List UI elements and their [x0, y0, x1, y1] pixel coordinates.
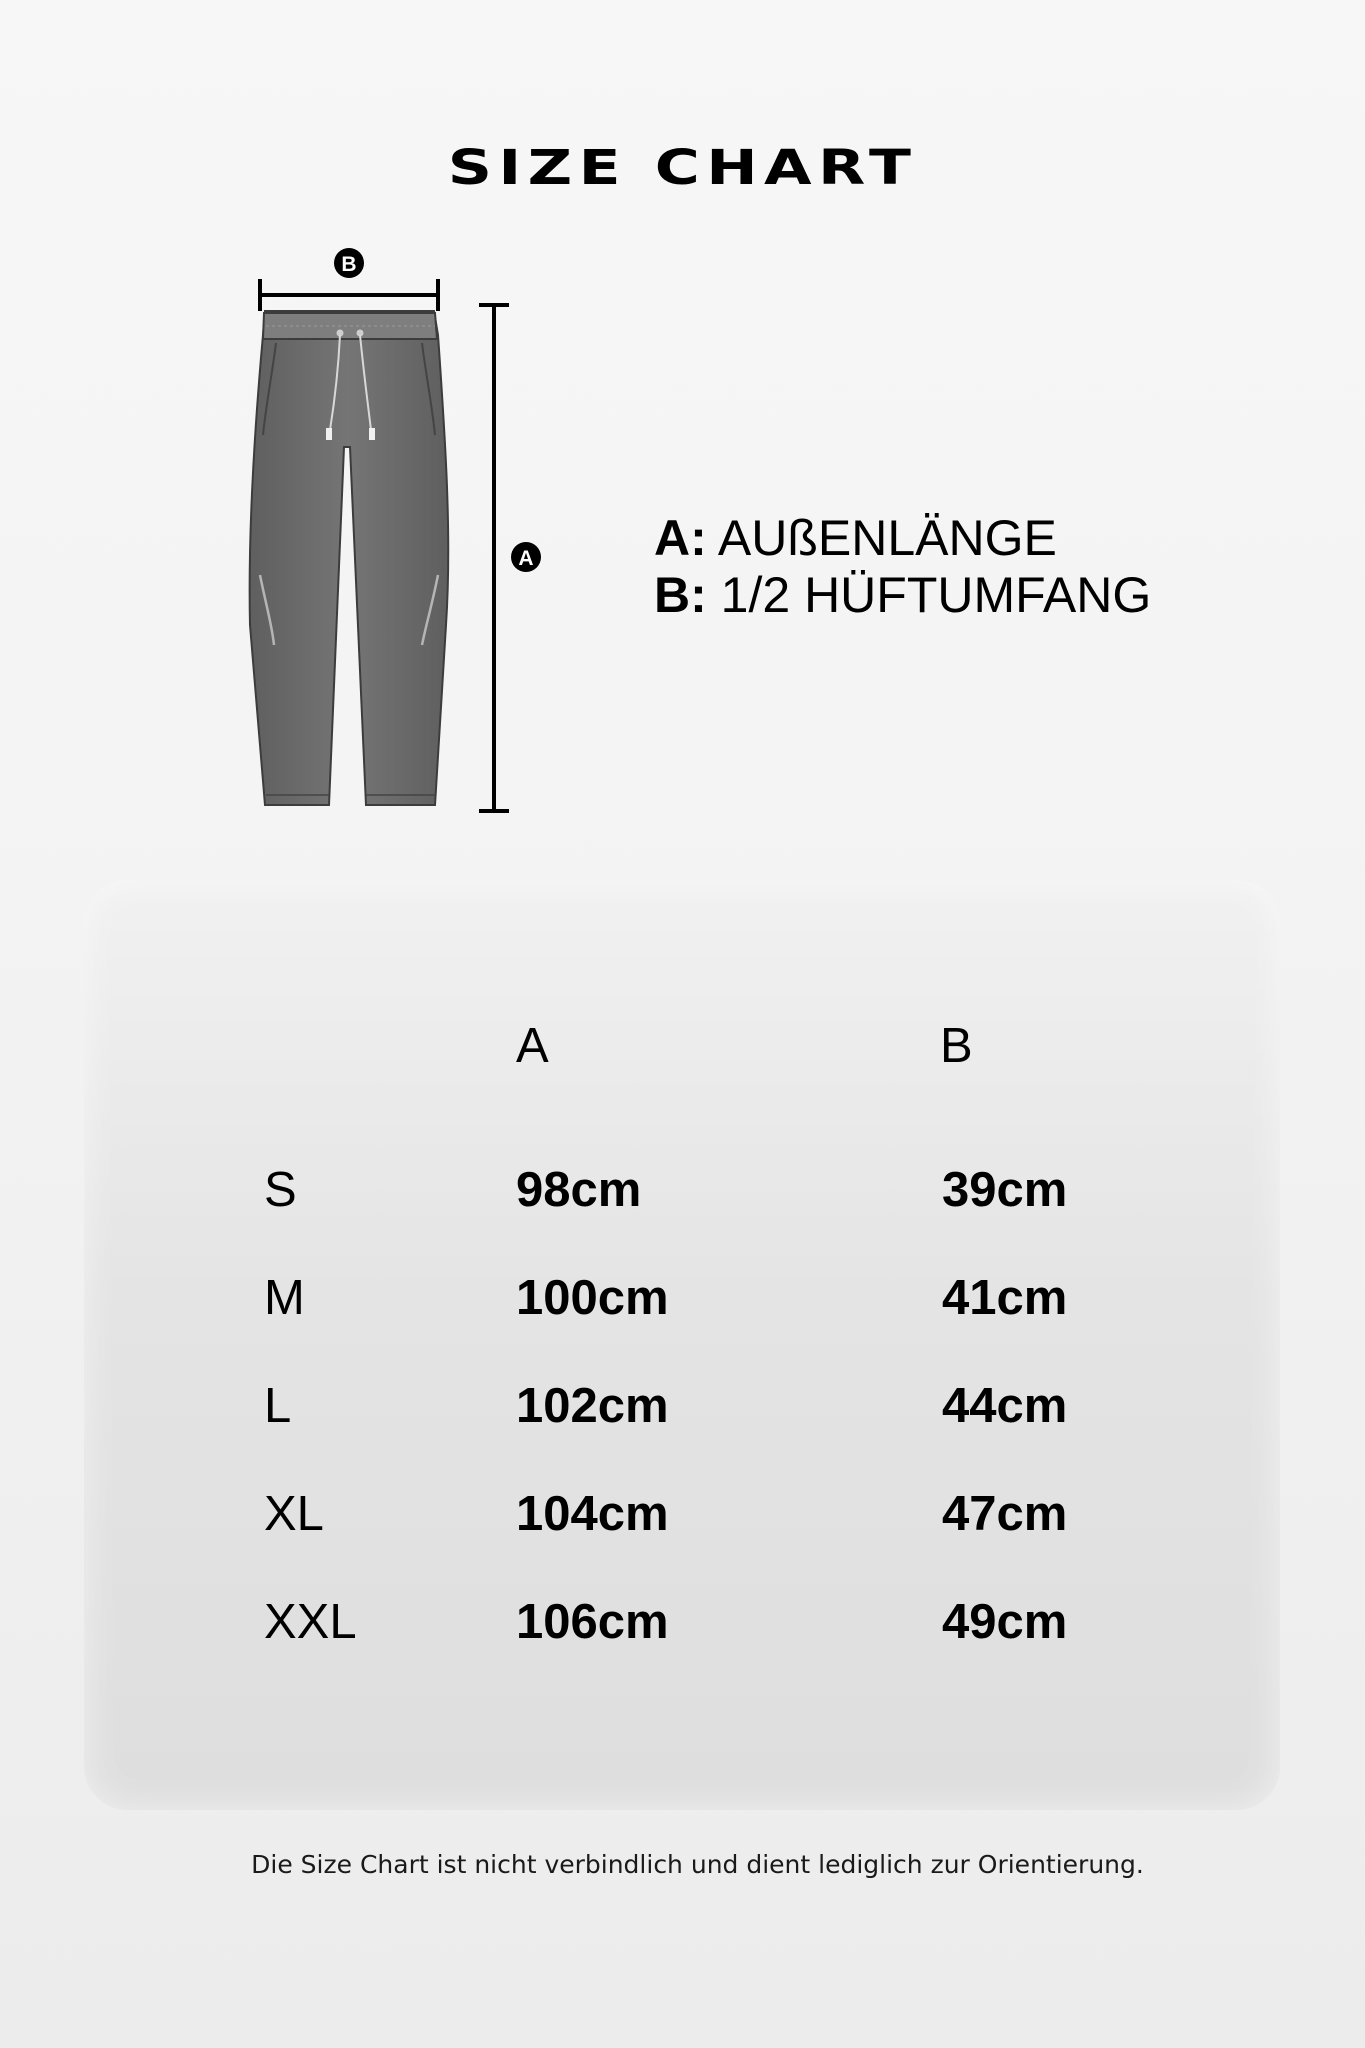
svg-text:A: A: [518, 547, 534, 570]
pants-diagram: [230, 235, 570, 835]
size-label: S: [264, 1163, 297, 1217]
measure-a-line: [479, 305, 509, 811]
value-a: 102cm: [516, 1379, 669, 1433]
pants-illustration: [250, 311, 449, 805]
legend-label: AUßENLÄNGE: [717, 510, 1057, 566]
legend-label: 1/2 HÜFTUMFANG: [720, 567, 1152, 623]
disclaimer-text: Die Size Chart ist nicht verbindlich und dient lediglich zur Orientierung.: [251, 1850, 1144, 1879]
page-title: SIZE CHART: [447, 140, 918, 196]
value-a: 106cm: [516, 1595, 669, 1649]
value-b: 39cm: [942, 1163, 1068, 1217]
value-b: 41cm: [942, 1271, 1068, 1325]
measurement-legend: [654, 510, 1151, 624]
value-a: 100cm: [516, 1271, 669, 1325]
value-a: 98cm: [516, 1163, 642, 1217]
svg-text:B: B: [341, 253, 357, 276]
value-b: 49cm: [942, 1595, 1068, 1649]
column-header-b: B: [940, 1019, 973, 1073]
size-label: XL: [264, 1487, 324, 1541]
column-header-a: A: [516, 1019, 549, 1073]
size-label: XXL: [264, 1595, 357, 1649]
legend-item-a: [654, 510, 1151, 567]
value-b: 44cm: [942, 1379, 1068, 1433]
size-label: L: [264, 1379, 292, 1433]
size-table: [84, 880, 1280, 1810]
legend-item-b: [654, 567, 1151, 624]
legend-key: B:: [654, 567, 707, 623]
value-b: 47cm: [942, 1487, 1068, 1541]
marker-b: [334, 248, 364, 278]
measure-b-line: [260, 279, 438, 311]
legend-key: A:: [654, 510, 707, 566]
size-label: M: [264, 1271, 305, 1325]
value-a: 104cm: [516, 1487, 669, 1541]
marker-a: [511, 542, 541, 572]
